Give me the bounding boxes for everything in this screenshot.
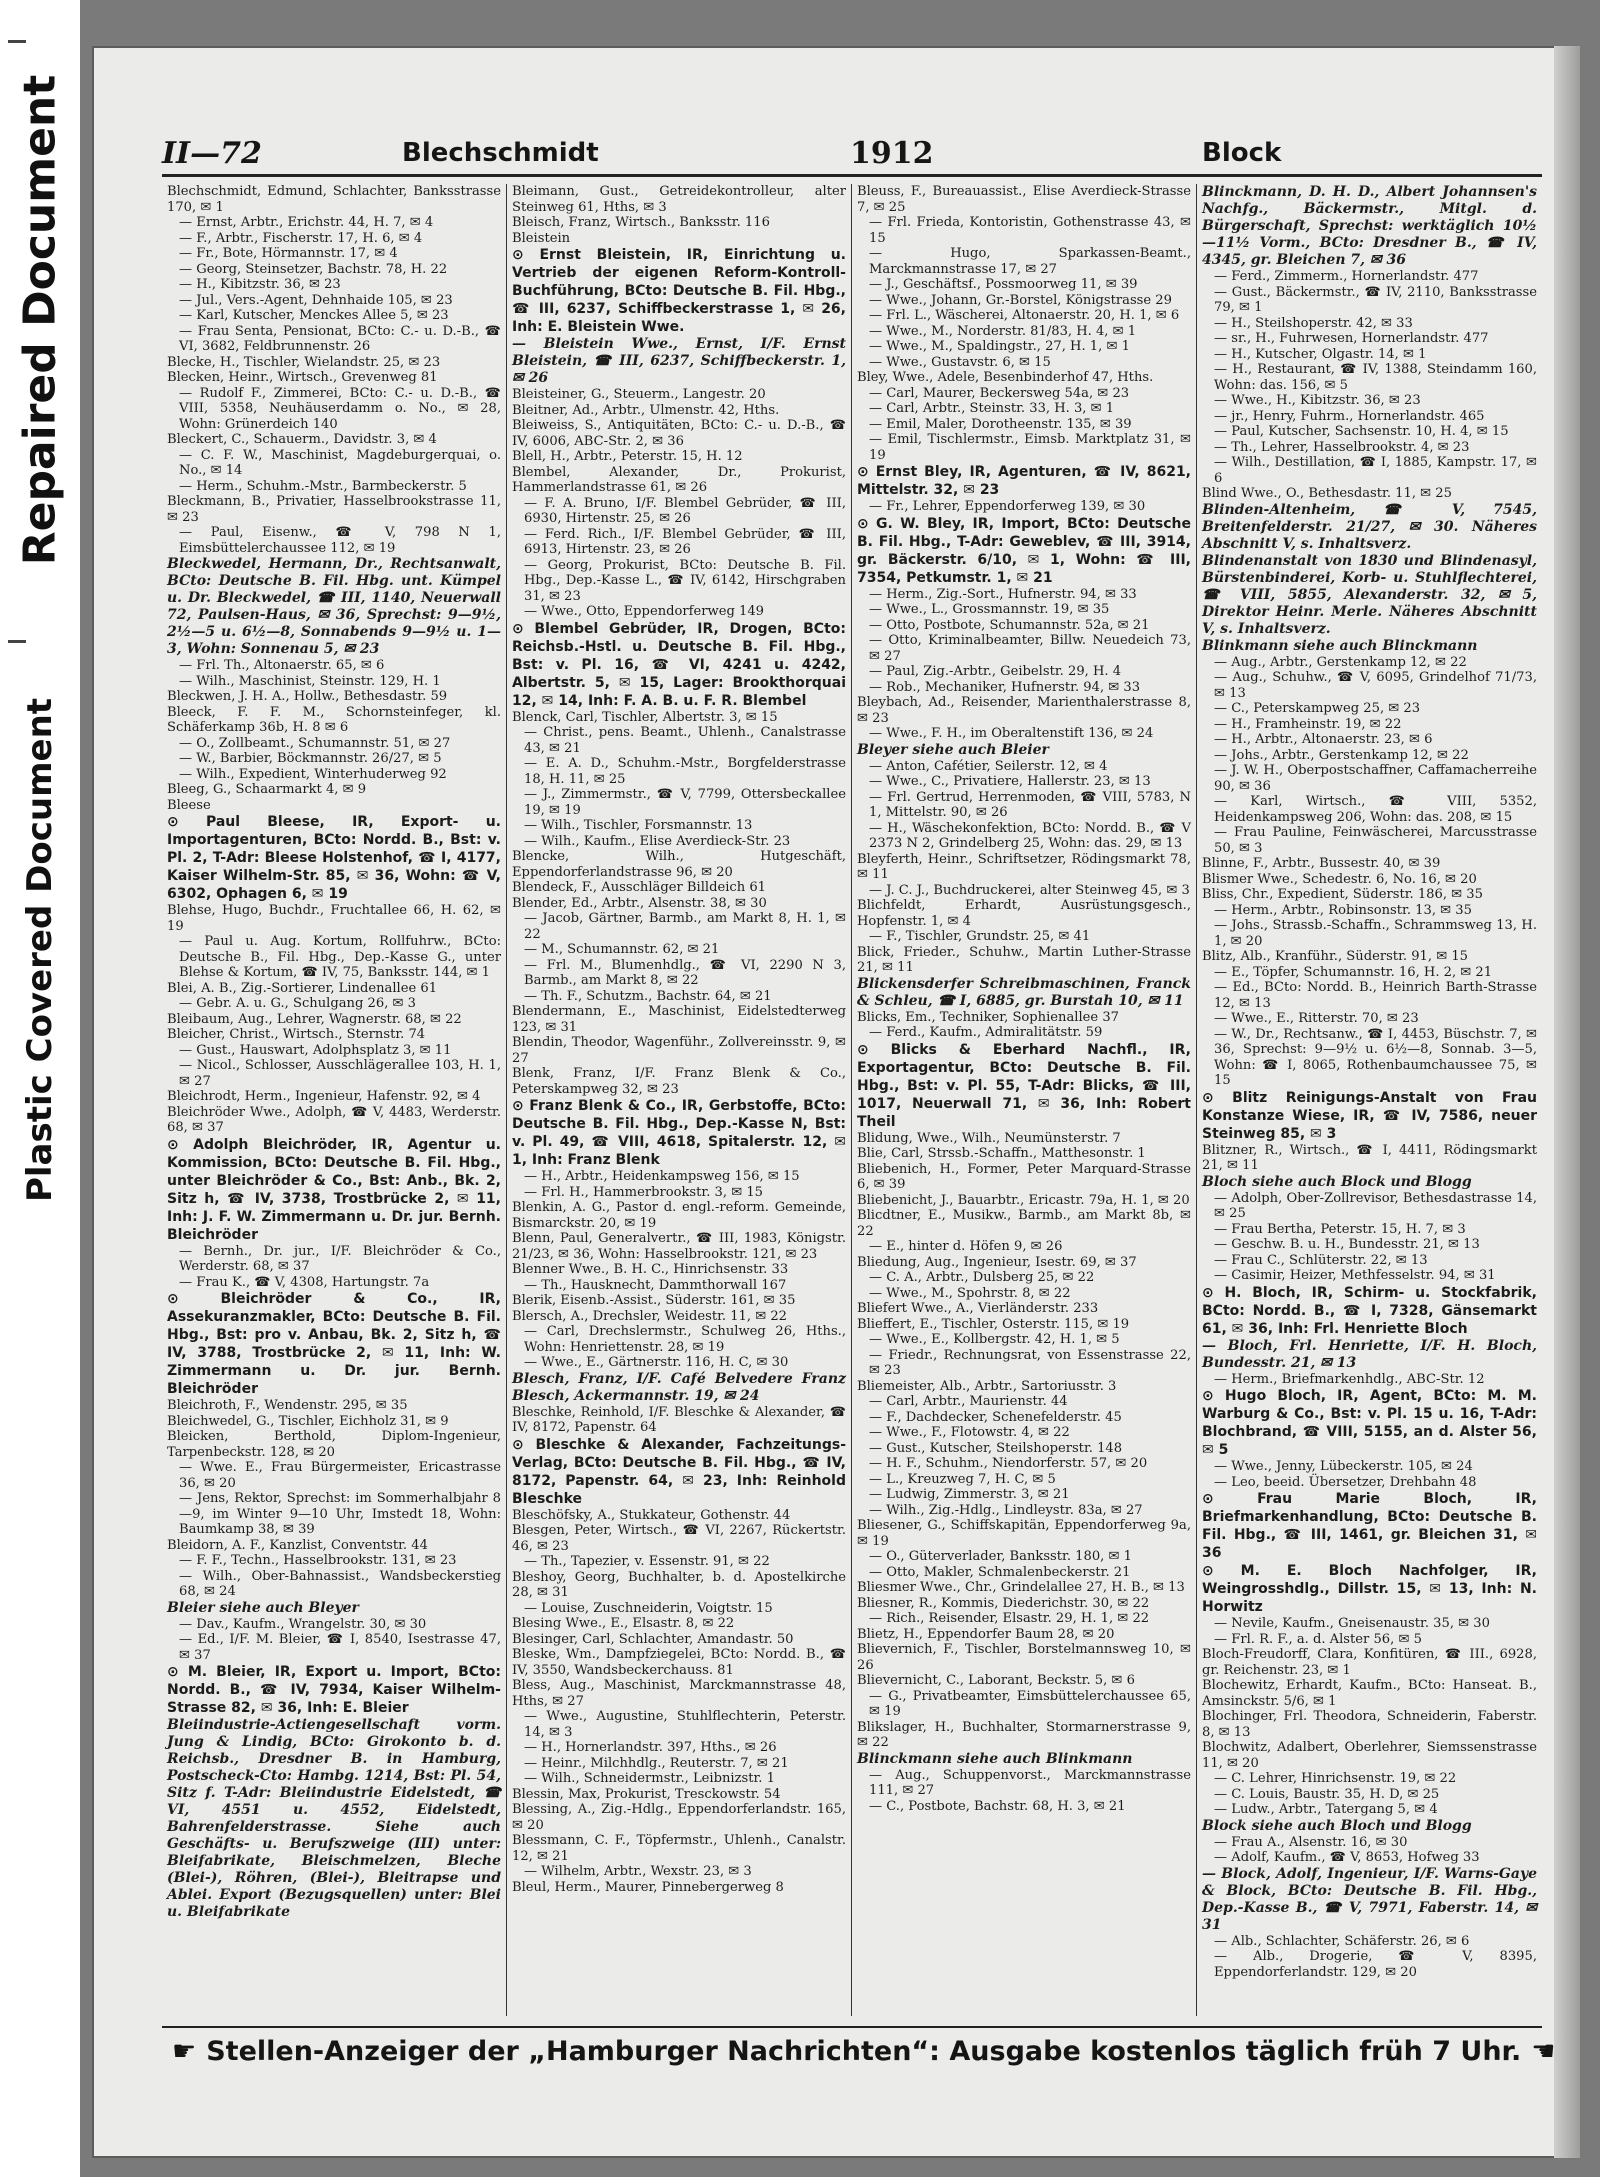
directory-entry: — Anton, Cafétier, Seilerstr. 12, ✉ 4 [869, 758, 1108, 774]
directory-entry: ⊙ Paul Bleese, IR, Export- u. Importagenturen, BCto: Nordd. B., Bst: v. Pl. 2, T-Adr: Bleese Holstenhof, ☎ I, 4177, Kaiser Wilhelm-Str. 85, ✉ 36, Wohn: ☎ V, 6302, Ophagen 6, ✉ 19 [167, 814, 501, 902]
directory-entry: — Frau Pauline, Feinwäscherei, Marcusstrasse 50, ✉ 3 [1214, 825, 1537, 856]
directory-entry: — Nicol., Schlosser, Ausschlägerallee 103, H. 1, ✉ 27 [179, 1058, 501, 1089]
directory-entry: Blesing Wwe., E., Elsastr. 8, ✉ 22 [512, 1616, 735, 1631]
directory-entry: — Geschw. B. u. H., Bundesstr. 21, ✉ 13 [1214, 1237, 1480, 1252]
directory-entry: — Wilh., Schneidermstr., Leibnizstr. 1 [524, 1771, 775, 1786]
directory-entry: ⊙ Hugo Bloch, IR, Agent, BCto: M. M. Warburg & Co., Bst: v. Pl. 15 u. 16, T-Adr: Blochbrand, ☎ VIII, 5155, an d. Alster 56, ✉ 5 [1202, 1388, 1537, 1458]
directory-entry: — Bloch, Frl. Henriette, I/F. H. Bloch, Bundesstr. 21, ✉ 13 [1202, 1337, 1537, 1371]
directory-entry: — Paul, Zig.-Arbtr., Geibelstr. 29, H. 4 [869, 664, 1122, 679]
directory-entry: Blell, H., Arbtr., Peterstr. 15, H. 12 [512, 449, 743, 464]
directory-page [92, 46, 1580, 2158]
column-2 [507, 184, 852, 2016]
directory-entry: — Frau Senta, Pensionat, BCto: C.- u. D.-B., ☎ VI, 3682, Feldbrunnenstr. 26 [179, 323, 501, 354]
directory-entry: Bleeg, G., Schaarmarkt 4, ✉ 9 [167, 782, 367, 797]
directory-entry: Blichfeldt, Erhardt, Ausrüstungsgesch., Hopfenstr. 1, ✉ 4 [857, 898, 1191, 929]
strip-tick [8, 40, 26, 43]
directory-entry: — Jacob, Gärtner, Barmb., am Markt 8, H. 1, ✉ 22 [524, 911, 846, 942]
directory-entry: Bleuss, F., Bureauassist., Elise Averdieck-Strasse 7, ✉ 25 [857, 184, 1191, 215]
directory-entry: — H., Kibitzstr. 36, ✉ 23 [179, 277, 341, 292]
directory-entry: Bleiweiss, S., Antiquitäten, BCto: C.- u. D.-B., ☎ IV, 6006, ABC-Str. 2, ✉ 36 [512, 418, 846, 449]
directory-entry: Blinden-Altenheim, ☎ V, 7545, Breitenfelderstr. 21/27, ✉ 30. Näheres Abschnitt V, s. Inhaltsverz. [1202, 501, 1537, 552]
directory-entry: ⊙ Ernst Bleistein, IR, Einrichtung u. Vertrieb der eigenen Reform-Kontroll-Buchführung, BCto: Deutsche B. Fil. Hbg., ☎ III, 6237, Schiffbeckerstrasse 1, ✉ 26, Inh: E. Bleistein Wwe. [512, 247, 846, 335]
directory-entry: — Wwe., Gustavstr. 6, ✉ 15 [869, 354, 1051, 370]
directory-entry: — Wwe., Augustine, Stuhlflechterin, Peterstr. 14, ✉ 3 [524, 1709, 846, 1740]
directory-entry: Blersch, A., Drechsler, Weidestr. 11, ✉ 22 [512, 1308, 788, 1324]
directory-entry: — Carl, Drechslermstr., Schulweg 26, Hths., Wohn: Henriettenstr. 28, ✉ 19 [524, 1324, 846, 1355]
directory-entry: Blicks, Em., Techniker, Sophienallee 37 [857, 1009, 1119, 1025]
directory-entry: — jr., Henry, Fuhrm., Hornerlandstr. 465 [1214, 408, 1485, 424]
directory-entry: Blikslager, H., Buchhalter, Stormarnerstrasse 9, ✉ 22 [857, 1719, 1191, 1750]
directory-entry: ⊙ M. Bleier, IR, Export u. Import, BCto: Nordd. B., ☎ IV, 7934, Kaiser Wilhelm-Strasse 82, ✉ 36, Inh: E. Bleier [167, 1664, 501, 1716]
directory-entry: Bleisteiner, G., Steuerm., Langestr. 20 [512, 387, 766, 402]
directory-entry: Blendermann, E., Maschinist, Eidelstedterweg 123, ✉ 31 [512, 1004, 846, 1035]
directory-entry: Bliebenich, H., Former, Peter Marquard-Strasse 6, ✉ 39 [857, 1161, 1191, 1192]
directory-entry: — Frl. Th., Altonaerstr. 65, ✉ 6 [179, 658, 385, 673]
directory-entry: — Frl. L., Wäscherei, Altonaerstr. 20, H. 1, ✉ 6 [869, 308, 1180, 323]
directory-entry: — Herm., Arbtr., Robinsonstr. 13, ✉ 35 [1214, 902, 1472, 918]
directory-entry: — H., Arbtr., Altonaerstr. 23, ✉ 6 [1214, 732, 1433, 747]
directory-entry: Bleier siehe auch Bleyer [167, 1599, 359, 1616]
directory-entry: — Wwe., M., Spohrstr. 8, ✉ 22 [869, 1285, 1071, 1301]
directory-entry: Bliebenicht, J., Bauarbtr., Ericastr. 79a, H. 1, ✉ 20 [857, 1192, 1190, 1208]
directory-entry: — Wilhelm, Arbtr., Wexstr. 23, ✉ 3 [524, 1864, 752, 1879]
directory-entry: Bleiindustrie-Actiengesellschaft vorm. Jung & Lindig, BCto: Girokonto b. d. Reichsb., Dresdner B. in Hamburg, Postscheck-Cto: Hambg. 1214, Bst: Pl. 54, Sitz f. T-Adr: Bleiindustrie Eidelstedt, ☎ VI, 4551 u. 4552, Eidelstedt, Bahrenfelderstrasse. Siehe auch Geschäfts- u. Berufszweige (III) unter: Bleifabrikate, Bleischmelzen, Bleche (Blei-), Röhren, (Blei-), Bleitrapse und Ablei. Export (Bezugsquellen) unter: Blei u. Bleifabrikate [167, 1717, 501, 1920]
directory-entry: Blindenanstalt von 1830 und Blindenasyl, Bürstenbinderei, Korb- u. Stuhlflechterei, ☎ VIII, 5855, Alexanderstr. 32, ✉ 5, Direktor Heinr. Merle. Näheres Abschnitt V, s. Inhaltsverz. [1202, 552, 1537, 637]
directory-entry: — Th. F., Schutzm., Bachstr. 64, ✉ 21 [524, 988, 772, 1004]
directory-entry: — Adolf, Kaufm., ☎ V, 8653, Hofweg 33 [1214, 1850, 1480, 1865]
directory-entry: Blenkin, A. G., Pastor d. engl.-reform. Gemeinde, Bismarckstr. 20, ✉ 19 [512, 1200, 846, 1231]
directory-entry: Blessmann, C. F., Töpfermstr., Uhlenh., Canalstr. 12, ✉ 21 [512, 1833, 846, 1864]
directory-entry: — Gust., Kutscher, Steilshoperstr. 148 [869, 1440, 1123, 1456]
directory-entry: — Herm., Briefmarkenhdlg., ABC-Str. 12 [1214, 1371, 1485, 1387]
directory-entry: — Wilh., Kaufm., Elise Averdieck-Str. 23 [524, 833, 791, 849]
directory-entry: — E. A. D., Schuhm.-Mstr., Borgfelderstrasse 18, H. 11, ✉ 25 [524, 756, 846, 787]
directory-entry: ⊙ Blicks & Eberhard Nachfl., IR, Exportagentur, BCto: Deutsche B. Fil. Hbg., Bst: v. Pl. 55, T-Adr: Blicks, ☎ III, 1017, Neuerwall 71, ✉ 36, Inh: Robert Theil [857, 1041, 1191, 1130]
directory-entry: — Wwe., M., Spaldingstr., 27, H. 1, ✉ 1 [869, 339, 1130, 354]
directory-entry: — Ferd., Kaufm., Admiralitätstr. 59 [869, 1025, 1103, 1040]
directory-entry: — Georg, Steinsetzer, Bachstr. 78, H. 22 [179, 261, 448, 277]
directory-entry: — Paul, Eisenw., ☎ V, 798 N 1, Eimsbüttelerchaussee 112, ✉ 19 [179, 525, 501, 556]
directory-entry: Blenk, Franz, I/F. Franz Blenk & Co., Peterskampweg 32, ✉ 23 [512, 1066, 846, 1097]
directory-entry: Bloch siehe auch Block und Blogg [1202, 1173, 1472, 1190]
directory-entry: — Carl, Arbtr., Steinstr. 33, H. 3, ✉ 1 [869, 401, 1115, 416]
directory-entry: — Rudolf F., Zimmerei, BCto: C.- u. D.-B., ☎ VIII, 5358, Neuhäuserdamm o. No., ✉ 28, Wohn: Grünerdeich 140 [179, 385, 501, 432]
directory-entry: ⊙ Ernst Bley, IR, Agenturen, ☎ IV, 8621, Mittelstr. 32, ✉ 23 [857, 464, 1191, 498]
plastic-covered-label: Plastic Covered Document [20, 697, 60, 1203]
directory-entry: — Friedr., Rechnungsrat, von Essenstrasse 22, ✉ 23 [869, 1347, 1191, 1378]
directory-entry: Bleckwen, J. H. A., Hollw., Bethesdastr. 59 [167, 689, 448, 704]
directory-entry: — Wwe., F., Flotowstr. 4, ✉ 22 [869, 1425, 1070, 1440]
directory-entry: — Th., Lehrer, Hasselbrookstr. 4, ✉ 23 [1214, 439, 1470, 455]
directory-entry: — Otto, Kriminalbeamter, Billw. Neuedeich 73, ✉ 27 [869, 633, 1191, 664]
directory-entry: Blitzner, R., Wirtsch., ☎ I, 4411, Rödingsmarkt 21, ✉ 11 [1202, 1142, 1537, 1173]
directory-entry: — Aug., Schuhw., ☎ V, 6095, Grindelhof 71/73, ✉ 13 [1214, 670, 1537, 701]
directory-entry: Bleitner, Ad., Arbtr., Ulmenstr. 42, Hths. [512, 402, 780, 418]
directory-entry: — Heinr., Milchhdlg., Reuterstr. 7, ✉ 21 [524, 1755, 789, 1771]
directory-entry: — J., Zimmermstr., ☎ V, 7799, Ottersbeckallee 19, ✉ 19 [524, 787, 846, 818]
directory-entry: — Herm., Zig.-Sort., Hufnerstr. 94, ✉ 33 [869, 586, 1137, 602]
directory-entry: Bleschke, Reinhold, I/F. Bleschke & Alexander, ☎ IV, 8172, Papenstr. 64 [512, 1404, 846, 1435]
directory-entry: Blechschmidt, Edmund, Schlachter, Banksstrasse 170, ✉ 1 [167, 184, 501, 215]
directory-entry: ⊙ H. Bloch, IR, Schirm- u. Stockfabrik, BCto: Nordd. B., ☎ I, 7328, Gänsemarkt 61, ✉ 36, Inh: Frl. Henriette Bloch [1202, 1284, 1537, 1337]
directory-entry: — F. F., Techn., Hasselbrookstr. 131, ✉ 23 [179, 1553, 457, 1568]
repaired-document-label: Repaired Document [14, 74, 66, 566]
page-year: 1912 [850, 136, 934, 171]
directory-entry: Bleichwedel, G., Tischler, Eichholz 31, ✉ 9 [167, 1413, 449, 1429]
directory-entry: Bleimann, Gust., Getreidekontrolleur, alter Steinweg 61, Hths, ✉ 3 [512, 184, 846, 215]
directory-entry: Blehse, Hugo, Buchdr., Fruchtallee 66, H. 62, ✉ 19 [167, 903, 501, 934]
directory-entry: Bliesmer Wwe., Chr., Grindelallee 27, H. B., ✉ 13 [857, 1580, 1185, 1595]
directory-entry: Blind Wwe., O., Bethesdastr. 11, ✉ 25 [1202, 486, 1452, 501]
directory-entry: — Christ., pens. Beamt., Uhlenh., Canalstrasse 43, ✉ 21 [524, 725, 846, 756]
directory-entry: — Wwe., E., Gärtnerstr. 116, H. C, ✉ 30 [524, 1355, 789, 1370]
directory-entry: — Wwe., Otto, Eppendorferweg 149 [524, 604, 764, 619]
directory-entry: Blinne, F., Arbtr., Bussestr. 40, ✉ 39 [1202, 856, 1441, 871]
directory-entry: — Nevile, Kaufm., Gneisenaustr. 35, ✉ 30 [1214, 1616, 1490, 1631]
directory-entry: — Gebr. A. u. G., Schulgang 26, ✉ 3 [179, 996, 416, 1011]
column-1 [162, 184, 507, 2016]
directory-entry: Blievernicht, C., Laborant, Beckstr. 5, ✉ 6 [857, 1673, 1135, 1688]
pointing-hand-right-icon: ☛ [172, 2036, 197, 2067]
directory-entry: — Paul u. Aug. Kortum, Rollfuhrw., BCto: Deutsche B., Fil. Hbg., Dep.-Kasse G., unter Blehse & Kortum, ☎ IV, 75, Banksstr. 144, ✉ 1 [179, 934, 501, 980]
directory-entry: Blievernich, F., Tischler, Borstelmannsweg 10, ✉ 26 [857, 1642, 1191, 1673]
directory-entry: Bleidorn, A. F., Kanzlist, Conventstr. 44 [167, 1537, 428, 1553]
directory-entry: — H., Arbtr., Heidenkampsweg 156, ✉ 15 [524, 1169, 800, 1184]
directory-entry: — Th., Hausknecht, Dammthorwall 167 [524, 1277, 787, 1293]
directory-entry: — Carl, Arbtr., Maurienstr. 44 [869, 1394, 1068, 1409]
directory-entry: — Wilh., Expedient, Winterhuderweg 92 [179, 766, 447, 782]
directory-entry: ⊙ G. W. Bley, IR, Import, BCto: Deutsche B. Fil. Hbg., T-Adr: Geweblev, ☎ III, 3914, gr. Bäckerstr. 6/10, ✉ 1, Wohn: ☎ III, 7354, Petkumstr. 1, ✉ 21 [857, 515, 1191, 586]
directory-entry: Blembel, Alexander, Dr., Prokurist, Hammerlandstrasse 61, ✉ 26 [512, 464, 846, 495]
directory-entry: — Wilh., Zig.-Hdlg., Lindleystr. 83a, ✉ 27 [869, 1502, 1143, 1518]
directory-entry: — J., Geschäftsf., Possmoorweg 11, ✉ 39 [869, 277, 1138, 292]
directory-entry: ⊙ M. E. Bloch Nachfolger, IR, Weingrosshdlg., Dillstr. 15, ✉ 13, Inh: N. Horwitz [1202, 1563, 1537, 1615]
directory-entry: Bleicher, Christ., Wirtsch., Sternstr. 74 [167, 1027, 426, 1042]
directory-entry: Blinkmann siehe auch Blinckmann [1202, 637, 1478, 654]
directory-entry: — H. F., Schuhm., Niendorferstr. 57, ✉ 20 [869, 1456, 1148, 1471]
directory-entry: Blitz, Alb., Kranführ., Süderstr. 91, ✉ 15 [1202, 949, 1468, 964]
directory-entry: ⊙ Blembel Gebrüder, IR, Drogen, BCto: Reichsb.-Hstl. u. Deutsche B. Fil. Hbg., Bst: v. Pl. 16, ☎ VI, 4241 u. 4242, Albertstr. 5, ✉ 15, Lager: Brookthorquai 12, ✉ 14, Inh: F. A. B. u. F. R. Blembel [512, 620, 846, 709]
directory-entry: Bleckwedel, Hermann, Dr., Rechtsanwalt, BCto: Deutsche B. Fil. Hbg. unt. Kümpel u. Dr. Bleckwedel, ☎ III, 1140, Neuerwall 72, Paulsen-Haus, ✉ 36, Sprechst: 9—9½, 2½—5 u. 6½—8, Sonnabends 9—9½ u. 1—3, Wohn: Sonnenau 5, ✉ 23 [167, 556, 501, 657]
directory-entry: — Wilh., Destillation, ☎ I, 1885, Kampstr. 17, ✉ 6 [1214, 455, 1537, 486]
directory-entry: — Frau C., Schlüterstr. 22, ✉ 13 [1214, 1252, 1428, 1268]
directory-entry: — G., Privatbeamter, Eimsbüttelerchaussee 65, ✉ 19 [869, 1688, 1191, 1719]
directory-entry: — W., Dr., Rechtsanw., ☎ I, 4453, Büschstr. 7, ✉ 36, Sprechst: 9—9½ u. 6½—8, Sonnab. 3—5, Wohn: ☎ I, 8065, Rothenbaumchaussee 75, ✉ 15 [1214, 1026, 1537, 1088]
directory-entry: — Bernh., Dr. jur., I/F. Bleichröder & Co., Werderstr. 68, ✉ 37 [179, 1243, 501, 1274]
directory-entry: — C. Lehrer, Hinrichsenstr. 19, ✉ 22 [1214, 1771, 1457, 1786]
directory-entry: — Ed., I/F. M. Bleier, ☎ I, 8540, Isestrasse 47, ✉ 37 [179, 1632, 501, 1663]
directory-entry: — Fr., Bote, Hörmannstr. 17, ✉ 4 [179, 246, 398, 261]
directory-entry: Bleschöfsky, A., Stukkateur, Gothenstr. 44 [512, 1507, 791, 1523]
directory-entry: Blenck, Carl, Tischler, Albertstr. 3, ✉ 15 [512, 709, 778, 725]
scan-side-strip [0, 0, 80, 2177]
directory-entry: Bleyer siehe auch Bleier [857, 741, 1049, 758]
directory-entry: Bless, Aug., Maschinist, Marckmannstrasse 48, Hths, ✉ 27 [512, 1678, 846, 1709]
directory-entry: Blessin, Max, Prokurist, Tresckowstr. 54 [512, 1786, 781, 1802]
directory-entry: — Ed., BCto: Nordd. B., Heinrich Barth-Strasse 12, ✉ 13 [1214, 980, 1537, 1011]
directory-entry: — Emil, Maler, Dorotheenstr. 135, ✉ 39 [869, 416, 1132, 432]
directory-entry: — J. W. H., Oberpostschaffner, Caffamacherreihe 90, ✉ 36 [1214, 763, 1537, 794]
directory-entry: Blesinger, Carl, Schlachter, Amandastr. 50 [512, 1631, 794, 1647]
directory-entry: ⊙ Adolph Bleichröder, IR, Agentur u. Kommission, BCto: Deutsche B. Fil. Hbg., unter Bleichröder & Co., Bst: Anb., Bk. 2, Sitz h, ☎ IV, 3738, Trostbrücke 2, ✉ 11, Inh: J. F. W. Zimmermann u. Dr. jur. Bernh. Bleichröder [167, 1136, 501, 1243]
directory-entry: — Karl, Kutscher, Menckes Allee 5, ✉ 23 [179, 308, 449, 323]
directory-entry: Bleicken, Berthold, Diplom-Ingenieur, Tarpenbeckstr. 128, ✉ 20 [167, 1429, 501, 1460]
directory-entry: — Frl. Gertrud, Herrenmoden, ☎ VIII, 5783, N 1, Mittelstr. 90, ✉ 26 [869, 789, 1191, 820]
directory-entry: — Frl. M., Blumenhdlg., ☎ VI, 2290 N 3, Barmb., am Markt 8, ✉ 22 [524, 957, 846, 988]
directory-entry: Blinckmann siehe auch Blinkmann [857, 1750, 1133, 1767]
directory-entry: — Herm., Schuhm.-Mstr., Barmbeckerstr. 5 [179, 478, 467, 494]
directory-entry: — F., Arbtr., Fischerstr. 17, H. 6, ✉ 4 [179, 230, 423, 246]
directory-entry: — Ludwig, Zimmerstr. 3, ✉ 21 [869, 1487, 1070, 1502]
directory-entry: — Th., Tapezier, v. Essenstr. 91, ✉ 22 [524, 1554, 770, 1569]
directory-entry: Blessing, A., Zig.-Hdlg., Eppendorferlandstr. 165, ✉ 20 [512, 1802, 846, 1833]
directory-entry: — Karl, Wirtsch., ☎ VIII, 5352, Heidenkampsweg 206, Wohn: das. 208, ✉ 15 [1214, 794, 1537, 825]
directory-entry: Blendin, Theodor, Wagenführ., Zollvereinsstr. 9, ✉ 27 [512, 1035, 846, 1066]
directory-entry: Blenn, Paul, Generalvertr., ☎ III, 1983, Königstr. 21/23, ✉ 36, Wohn: Hasselbrookstr. 121, ✉ 23 [512, 1231, 846, 1262]
directory-entry: — Ferd., Zimmerm., Hornerlandstr. 477 [1214, 269, 1479, 284]
directory-entry: Blietz, H., Eppendorfer Baum 28, ✉ 20 [857, 1626, 1115, 1642]
directory-entry: — H., Restaurant, ☎ IV, 1388, Steindamm 160, Wohn: das. 156, ✉ 5 [1214, 362, 1537, 393]
directory-entry: — Wwe., Jenny, Lübeckerstr. 105, ✉ 24 [1214, 1459, 1473, 1474]
directory-entry: Blickensderfer Schreibmaschinen, Franck & Schleu, ☎ I, 6885, gr. Burstah 10, ✉ 11 [857, 975, 1191, 1009]
directory-entry: — M., Schumannstr. 62, ✉ 21 [524, 942, 720, 957]
footer-advert-text: Stellen-Anzeiger der „Hamburger Nachrichten“: Ausgabe kostenlos täglich früh 7 Uhr. [206, 2036, 1522, 2067]
directory-entry: Blinckmann, D. H. D., Albert Johannsen's Nachfg., Bäckermstr., Mitgl. d. Bürgerschaft, Sprechst: werktäglich 10½—11½ Vorm., BCto: Dresdner B., ☎ IV, 4345, gr. Bleichen 7, ✉ 36 [1202, 184, 1537, 268]
directory-entry: — Gust., Bäckermstr., ☎ IV, 2110, Banksstrasse 79, ✉ 1 [1214, 284, 1537, 315]
directory-entry: Bleske, Wm., Dampfziegelei, BCto: Nordd. B., ☎ IV, 3550, Wandsbeckerchauss. 81 [512, 1647, 846, 1678]
directory-entry: Blecken, Heinr., Wirtsch., Grevenweg 81 [167, 370, 438, 385]
directory-entry: — Alb., Drogerie, ☎ V, 8395, Eppendorferlandstr. 129, ✉ 20 [1214, 1949, 1537, 1980]
directory-entry: — Johs., Arbtr., Gerstenkamp 12, ✉ 22 [1214, 747, 1469, 763]
directory-entry: Blidung, Wwe., Wilh., Neumünsterstr. 7 [857, 1130, 1121, 1146]
left-keyword: Blechschmidt [402, 138, 599, 168]
directory-entry: Bleichroth, F., Wendenstr. 295, ✉ 35 [167, 1398, 408, 1413]
directory-entry: — Johs., Strassb.-Schaffn., Schrammsweg 13, H. 1, ✉ 20 [1214, 918, 1537, 949]
directory-entry: — F., Dachdecker, Schenefelderstr. 45 [869, 1409, 1122, 1425]
directory-entry: Bliedung, Aug., Ingenieur, Isestr. 69, ✉ 37 [857, 1254, 1137, 1270]
directory-entry: Blei, A. B., Zig.-Sortierer, Lindenallee 61 [167, 980, 438, 996]
directory-entry: — F., Tischler, Grundstr. 25, ✉ 41 [869, 929, 1091, 944]
directory-entry: — Wwe. E., Frau Bürgermeister, Ericastrasse 36, ✉ 20 [179, 1460, 501, 1491]
directory-entry: — H., Framheinstr. 19, ✉ 22 [1214, 716, 1402, 732]
directory-entry: Bleibaum, Aug., Lehrer, Wagnerstr. 68, ✉ 22 [167, 1011, 462, 1027]
directory-entry: Blesch, Franz, I/F. Café Belvedere Franz Blesch, Ackermannstr. 19, ✉ 24 [512, 1370, 846, 1404]
directory-entry: — Wilh., Maschinist, Steinstr. 129, H. 1 [179, 673, 441, 689]
page-edge [1554, 46, 1580, 2158]
directory-entry: — Louise, Zuschneiderin, Voigtstr. 15 [524, 1600, 773, 1616]
directory-entry: Bliefert Wwe., A., Vierländerstr. 233 [857, 1301, 1099, 1316]
directory-entry: — Jul., Vers.-Agent, Dehnhaide 105, ✉ 23 [179, 292, 453, 308]
directory-entry: — Otto, Postbote, Schumannstr. 52a, ✉ 21 [869, 617, 1150, 633]
directory-entry: — Wwe., H., Kibitzstr. 36, ✉ 23 [1214, 393, 1421, 408]
directory-entry: — O., Zollbeamt., Schumannstr. 51, ✉ 27 [179, 735, 451, 751]
directory-entry: Blicdtner, E., Musikw., Barmb., am Markt 8b, ✉ 22 [857, 1208, 1191, 1239]
column-3 [852, 184, 1197, 2016]
directory-entry: — C. A., Arbtr., Dulsberg 25, ✉ 22 [869, 1270, 1095, 1285]
directory-entry: Blencke, Wilh., Hutgeschäft, Eppendorferlandstrasse 96, ✉ 20 [512, 849, 846, 880]
directory-entry: Bleistein [512, 230, 571, 246]
directory-entry: — Fr., Lehrer, Eppendorferweg 139, ✉ 30 [869, 499, 1146, 514]
directory-entry: — Ernst, Arbtr., Erichstr. 44, H. 7, ✉ 4 [179, 215, 434, 230]
directory-entry: — Wwe., F. H., im Oberaltenstift 136, ✉ 24 [869, 726, 1154, 741]
directory-entry: — Wilh., Ober-Bahnassist., Wandsbeckerstieg 68, ✉ 24 [179, 1568, 501, 1599]
directory-entry: — H., Wäschekonfektion, BCto: Nordd. B., ☎ V 2373 N 2, Grindelberg 25, Wohn: das. 29, ✉ 13 [869, 820, 1191, 851]
directory-entry: Bleese [167, 797, 211, 813]
directory-entry: — Rob., Mechaniker, Hufnerstr. 94, ✉ 33 [869, 679, 1141, 695]
directory-entry: — Emil, Tischlermstr., Eimsb. Marktplatz 31, ✉ 19 [869, 432, 1191, 463]
directory-entry: — Jens, Rektor, Sprechst: im Sommerhalbjahr 8—9, im Winter 9—10 Uhr, Imstedt 18, Wohn: Baumkamp 38, ✉ 39 [179, 1491, 501, 1537]
directory-entry: Bley, Wwe., Adele, Besenbinderhof 47, Hths. [857, 370, 1154, 385]
directory-entry: — C., Peterskampweg 25, ✉ 23 [1214, 701, 1421, 716]
column-4 [1197, 184, 1542, 2016]
directory-entry: — O., Güterverlader, Banksstr. 180, ✉ 1 [869, 1549, 1132, 1564]
directory-entry: — Frl. Frieda, Kontoristin, Gothenstrasse 43, ✉ 15 [869, 215, 1191, 246]
directory-entry: — Ferd. Rich., I/F. Blembel Gebrüder, ☎ III, 6913, Hirtenstr. 23, ✉ 26 [524, 526, 846, 557]
directory-entry: ⊙ Bleichröder & Co., IR, Assekuranzmakler, BCto: Deutsche B. Fil. Hbg., Bst: pro v. Anbau, Bk. 2, Sitz h, ☎ IV, 3788, Trostbrücke 2, ✉ 11, Inh: W. Zimmermann u. Dr. jur. Bernh. Bleichröder [167, 1291, 501, 1397]
directory-entry: — Bleistein Wwe., Ernst, I/F. Ernst Bleistein, ☎ III, 6237, Schiffbeckerstr. 1, ✉ 26 [512, 336, 846, 386]
directory-entry: — Carl, Maurer, Beckersweg 54a, ✉ 23 [869, 385, 1130, 401]
directory-entry: — Gust., Hauswart, Adolphsplatz 3, ✉ 11 [179, 1042, 452, 1058]
directory-entry: Block siehe auch Bloch und Blogg [1202, 1817, 1472, 1834]
directory-entry: — Aug., Schuppenvorst., Marckmannstrasse 111, ✉ 27 [869, 1767, 1191, 1798]
footer-rule [162, 2026, 1542, 2028]
page-footer [162, 2036, 1556, 2086]
directory-entry: Bliss, Chr., Expedient, Süderstr. 186, ✉ 35 [1202, 887, 1483, 902]
directory-entry: Bleichrodt, Herm., Ingenieur, Hafenstr. 92, ✉ 4 [167, 1089, 481, 1104]
directory-entry: Bleichröder Wwe., Adolph, ☎ V, 4483, Werderstr. 68, ✉ 37 [167, 1104, 501, 1135]
directory-entry: Blick, Frieder., Schuhw., Martin Luther-Strasse 21, ✉ 11 [857, 944, 1191, 975]
directory-entry: — H., Kutscher, Olgastr. 14, ✉ 1 [1214, 346, 1427, 362]
strip-tick [8, 640, 26, 643]
directory-entry: — Casimir, Heizer, Methfesselstr. 94, ✉ 31 [1214, 1268, 1496, 1283]
directory-entry: Bleckert, C., Schauerm., Davidstr. 3, ✉ 4 [167, 432, 437, 447]
directory-entry: Blismer Wwe., Schedestr. 6, No. 16, ✉ 20 [1202, 871, 1477, 887]
directory-entry: — Wwe., E., Ritterstr. 70, ✉ 23 [1214, 1011, 1419, 1026]
directory-entry: — Ludw., Arbtr., Tatergang 5, ✉ 4 [1214, 1802, 1438, 1817]
directory-entry: — Frau A., Alsenstr. 16, ✉ 30 [1214, 1834, 1408, 1850]
directory-entry: — Wilh., Tischler, Forsmannstr. 13 [524, 818, 753, 833]
directory-entry: Bleckmann, B., Privatier, Hasselbrookstrasse 11, ✉ 23 [167, 494, 501, 525]
directory-entry: — Wwe., Johann, Gr.-Borstel, Königstrasse 29 [869, 292, 1172, 308]
directory-entry: Blochinger, Frl. Theodora, Schneiderin, Faberstr. 8, ✉ 13 [1202, 1709, 1537, 1740]
directory-entry: Bleybach, Ad., Reisender, Marienthalerstrasse 8, ✉ 23 [857, 695, 1191, 726]
directory-entry: Blesgen, Peter, Wirtsch., ☎ VI, 2267, Rückertstr. 46, ✉ 23 [512, 1523, 846, 1554]
directory-entry: Blenner Wwe., B. H. C., Hinrichsenstr. 33 [512, 1262, 789, 1277]
directory-entry: — W., Barbier, Böckmannstr. 26/27, ✉ 5 [179, 751, 442, 766]
directory-entry: — Block, Adolf, Ingenieur, I/F. Warns-Gaye & Block, BCto: Deutsche B. Fil. Hbg., Dep.-Kasse B., ☎ V, 7971, Faberstr. 14, ✉ 31 [1202, 1865, 1537, 1933]
directory-entry: — E., hinter d. Höfen 9, ✉ 26 [869, 1239, 1063, 1254]
directory-entry: Bleul, Herm., Maurer, Pinnebergerweg 8 [512, 1879, 784, 1895]
directory-entry: — Alb., Schlachter, Schäferstr. 26, ✉ 6 [1214, 1933, 1470, 1949]
directory-entry: Bleisch, Franz, Wirtsch., Banksstr. 116 [512, 215, 770, 230]
directory-entry: ⊙ Blitz Reinigungs-Anstalt von Frau Konstanze Wiese, IR, ☎ IV, 7586, neuer Steinweg 85, ✉ 3 [1202, 1089, 1537, 1142]
directory-entry: Blieffert, E., Tischler, Osterstr. 115, ✉ 19 [857, 1316, 1130, 1332]
directory-entry: Blochwitz, Adalbert, Oberlehrer, Siemssenstrasse 11, ✉ 20 [1202, 1740, 1537, 1771]
directory-entry: — C. Louis, Baustr. 35, H. D, ✉ 25 [1214, 1786, 1440, 1802]
directory-entry: — Frl. R. F., a. d. Alster 56, ✉ 5 [1214, 1631, 1422, 1647]
directory-entry: — Paul, Kutscher, Sachsenstr. 10, H. 4, ✉ 15 [1214, 424, 1509, 439]
directory-entry: — Wwe., C., Privatiere, Hallerstr. 23, ✉ 13 [869, 774, 1151, 789]
directory-entry: Blecke, H., Tischler, Wielandstr. 25, ✉ 23 [167, 354, 441, 370]
directory-entry: Bleeck, F. F. M., Schornsteinfeger, kl. Schäferkamp 36b, H. 8 ✉ 6 [167, 704, 501, 735]
directory-entry: — Wwe., E., Kollbergstr. 42, H. 1, ✉ 5 [869, 1332, 1120, 1347]
directory-entry: — Dav., Kaufm., Wrangelstr. 30, ✉ 30 [179, 1616, 427, 1632]
directory-entry: — Leo, beeid. Übersetzer, Drehbahn 48 [1214, 1474, 1477, 1490]
directory-entry: Blendeck, F., Ausschläger Billdeich 61 [512, 880, 766, 895]
directory-entry: — Frl. H., Hammerbrookstr. 3, ✉ 15 [524, 1184, 763, 1200]
directory-entry: — F. A. Bruno, I/F. Blembel Gebrüder, ☎ III, 6930, Hirtenstr. 25, ✉ 26 [524, 495, 846, 526]
directory-entry: — C. F. W., Maschinist, Magdeburgerquai, o. No., ✉ 14 [179, 447, 501, 478]
directory-entry: — Frau K., ☎ V, 4308, Hartungstr. 7a [179, 1274, 430, 1290]
directory-entry: — Wwe., L., Grossmannstr. 19, ✉ 35 [869, 602, 1110, 617]
directory-entry: — H., Hornerlandstr. 397, Hths., ✉ 26 [524, 1740, 777, 1755]
directory-entry: — Rich., Reisender, Elsastr. 29, H. 1, ✉ 22 [869, 1611, 1150, 1626]
header-rule [162, 174, 1542, 177]
directory-entry: Bliesner, R., Kommis, Diederichstr. 30, ✉ 22 [857, 1595, 1150, 1611]
directory-entry: ⊙ Franz Blenk & Co., IR, Gerbstoffe, BCto: Deutsche B. Fil. Hbg., Dep.-Kasse N, Bst: v. Pl. 49, ☎ VIII, 4618, Spitalerstr. 12, ✉ 1, Inh: Franz Blenk [512, 1098, 846, 1168]
directory-entry: Blie, Carl, Strssb.-Schaffn., Matthesonstr. 1 [857, 1146, 1146, 1161]
directory-entry: — Georg, Prokurist, BCto: Deutsche B. Fil. Hbg., Dep.-Kasse L., ☎ IV, 6142, Hirschgraben 31, ✉ 23 [524, 557, 846, 604]
directory-entry: — Wwe., M., Norderstr. 81/83, H. 4, ✉ 1 [869, 323, 1137, 339]
directory-entry: — Otto, Makler, Schmalenbeckerstr. 21 [869, 1564, 1131, 1580]
directory-entry: Blerik, Eisenb.-Assist., Süderstr. 161, ✉ 35 [512, 1293, 796, 1308]
directory-entry: — E., Töpfer, Schumannstr. 16, H. 2, ✉ 21 [1214, 964, 1493, 980]
page-number: II—72 [162, 136, 262, 171]
directory-entry: — Adolph, Ober-Zollrevisor, Bethesdastrasse 14, ✉ 25 [1214, 1190, 1537, 1221]
directory-columns [162, 184, 1542, 2016]
directory-entry: — sr., H., Fuhrwesen, Hornerlandstr. 477 [1214, 331, 1489, 346]
directory-entry: Bleshoy, Georg, Buchhalter, b. d. Apostelkirche 28, ✉ 31 [512, 1569, 846, 1600]
directory-entry: — Aug., Arbtr., Gerstenkamp 12, ✉ 22 [1214, 654, 1467, 670]
directory-entry: — Frau Bertha, Peterstr. 15, H. 7, ✉ 3 [1214, 1221, 1466, 1237]
directory-entry: Bleyferth, Heinr., Schriftsetzer, Rödingsmarkt 78, ✉ 11 [857, 851, 1191, 882]
directory-entry: — L., Kreuzweg 7, H. C, ✉ 5 [869, 1471, 1056, 1487]
directory-entry: Bliesener, G., Schiffskapitän, Eppendorferweg 9a, ✉ 19 [857, 1518, 1191, 1549]
directory-entry: — Hugo, Sparkassen-Beamt., Marckmannstrasse 17, ✉ 27 [869, 246, 1191, 277]
pointing-hand-left-icon: ☚ [1531, 2036, 1556, 2067]
right-keyword: Block [1202, 138, 1282, 168]
directory-entry: Blochewitz, Erhardt, Kaufm., BCto: Hanseat. B., Amsinckstr. 5/6, ✉ 1 [1202, 1678, 1537, 1709]
directory-entry: — H., Steilshoperstr. 42, ✉ 33 [1214, 315, 1413, 331]
directory-entry: ⊙ Bleschke & Alexander, Fachzeitungs-Verlag, BCto: Deutsche B. Fil. Hbg., ☎ IV, 8172, Papenstr. 64, ✉ 23, Inh: Reinhold Bleschke [512, 1436, 846, 1507]
directory-entry: Bloch-Freudorff, Clara, Konfitüren, ☎ III., 6928, gr. Reichenstr. 23, ✉ 1 [1202, 1647, 1537, 1678]
directory-entry: — J. C. J., Buchdruckerei, alter Steinweg 45, ✉ 3 [869, 882, 1190, 898]
directory-entry: ⊙ Frau Marie Bloch, IR, Briefmarkenhandlung, BCto: Deutsche B. Fil. Hbg., ☎ III, 1461, gr. Bleichen 31, ✉ 36 [1202, 1491, 1537, 1561]
directory-entry: Bliemeister, Alb., Arbtr., Sartoriusstr. 3 [857, 1378, 1117, 1394]
directory-entry: Blender, Ed., Arbtr., Alsenstr. 38, ✉ 30 [512, 895, 767, 911]
directory-entry: — C., Postbote, Bachstr. 68, H. 3, ✉ 21 [869, 1798, 1126, 1814]
